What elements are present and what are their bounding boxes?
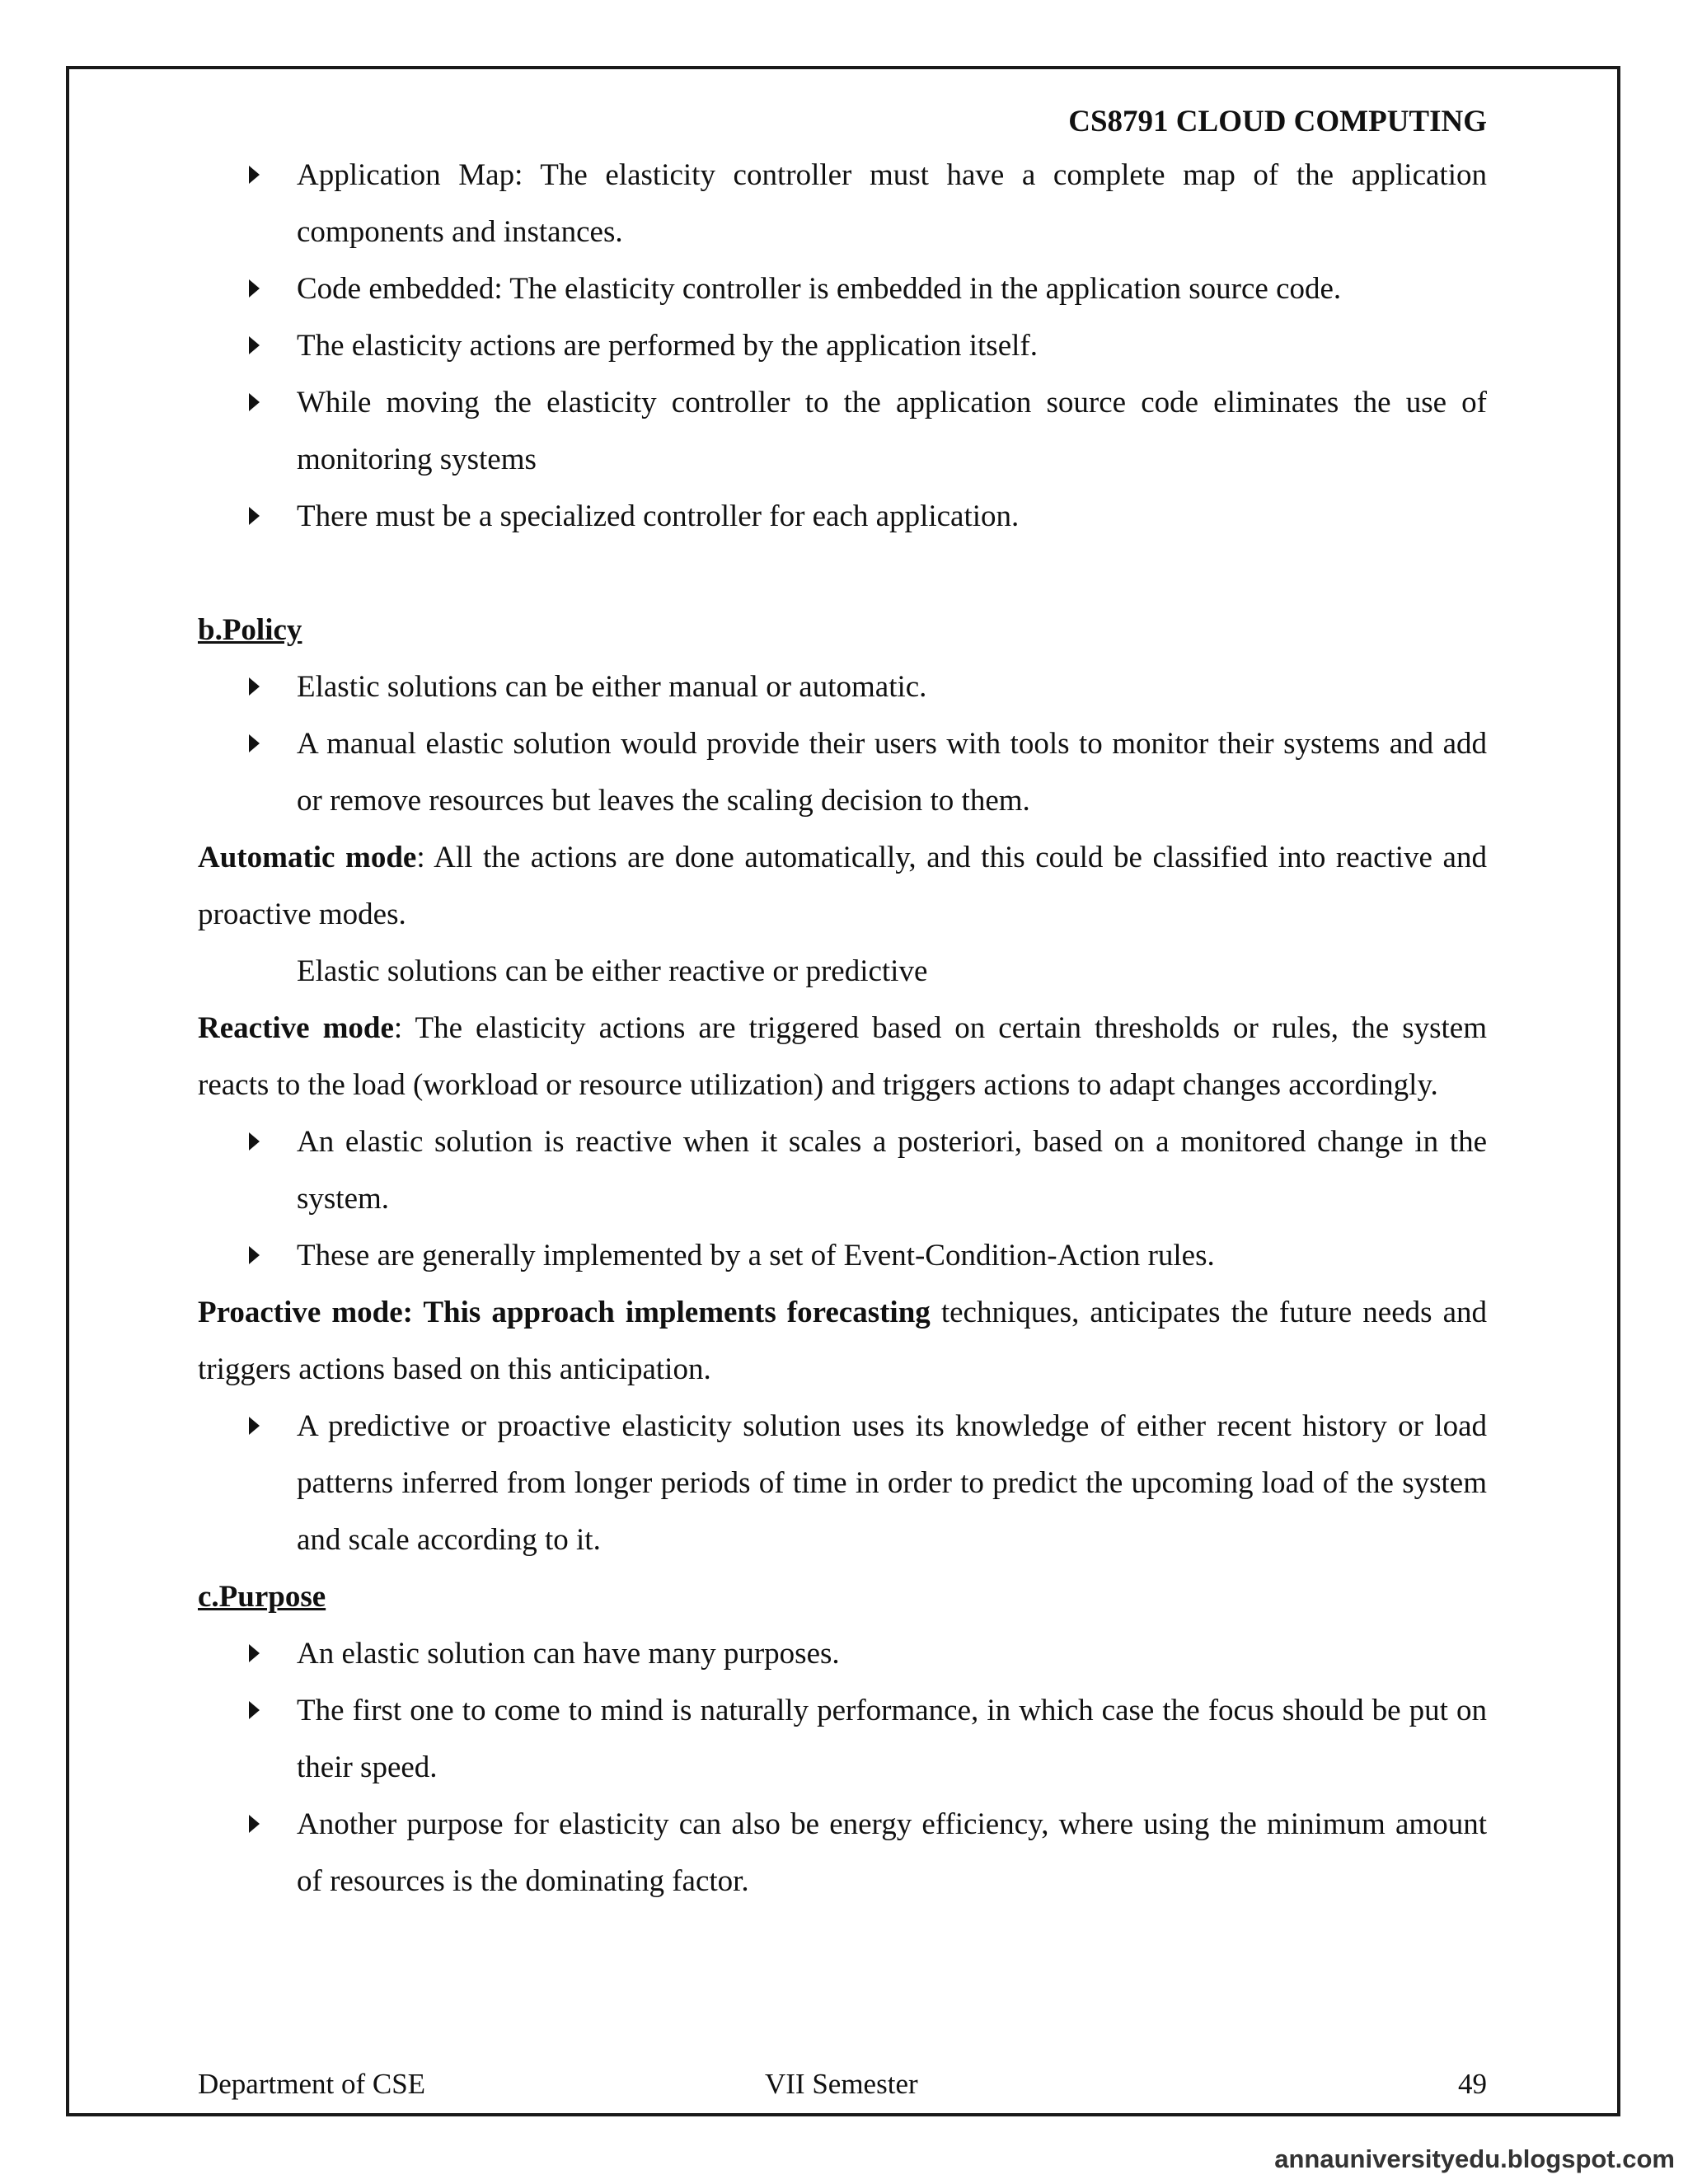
footer-semester: VII Semester [765, 2068, 918, 2100]
watermark-url: annauniversityedu.blogspot.com [1274, 2144, 1675, 2173]
triangle-bullet-icon [249, 1644, 260, 1662]
triangle-bullet-icon [249, 1815, 260, 1833]
reactive-mode-label: Reactive mode [198, 1011, 394, 1045]
triangle-bullet-icon [249, 507, 260, 525]
list-item: Another purpose for elasticity can also be energy efficiency, where using the minimum amount of resources is the dominating factor. [198, 1796, 1487, 1910]
list-item: A predictive or proactive elasticity solution uses its knowledge of either recent history or load patterns inferred from longer periods of time in order to predict the upcoming load of the system and scale according to it. [198, 1398, 1487, 1568]
triangle-bullet-icon [249, 677, 260, 696]
section-heading-purpose: c.Purpose [198, 1580, 326, 1614]
proactive-mode-paragraph: Proactive mode: This approach implements forecasting techniques, anticipates the future needs and triggers actions based on this anticipation. [198, 1296, 1487, 1386]
proactive-mode-label: Proactive mode: This approach implements forecasting [198, 1296, 931, 1329]
list-item: Application Map: The elasticity controller must have a complete map of the application components and instances. [198, 147, 1487, 260]
footer-department: Department of CSE [198, 2068, 426, 2100]
list-item: An elastic solution is reactive when it scales a posteriori, based on a monitored change in the system. [198, 1113, 1487, 1227]
blank-line [198, 545, 1487, 602]
triangle-bullet-icon [249, 279, 260, 298]
page-content [198, 97, 1487, 1910]
list-item: An elastic solution can have many purposes. [198, 1625, 1487, 1682]
reactive-mode-paragraph: Reactive mode: The elasticity actions are triggered based on certain thresholds or rules, the system reacts to the load (workload or resource utilization) and triggers actions to adapt changes accordingly. [198, 1011, 1487, 1102]
triangle-bullet-icon [249, 1701, 260, 1719]
list-item: Code embedded: The elasticity controller is embedded in the application source code. [198, 260, 1487, 317]
triangle-bullet-icon [249, 734, 260, 752]
list-item: While moving the elasticity controller to the application source code eliminates the use of monitoring systems [198, 374, 1487, 488]
automatic-mode-paragraph: Automatic mode: All the actions are done automatically, and this could be classified into reactive and proactive modes. [198, 841, 1487, 931]
list-item: The elasticity actions are performed by the application itself. [198, 317, 1487, 374]
list-item: A manual elastic solution would provide their users with tools to monitor their systems and add or remove resources but leaves the scaling decision to them. [198, 715, 1487, 829]
list-item: There must be a specialized controller for each application. [198, 488, 1487, 545]
list-item: These are generally implemented by a set of Event-Condition-Action rules. [198, 1227, 1487, 1284]
triangle-bullet-icon [249, 1132, 260, 1151]
automatic-mode-label: Automatic mode [198, 841, 417, 874]
page-number: 49 [1458, 2068, 1487, 2100]
page-header-title: CS8791 CLOUD COMPUTING [1068, 105, 1487, 138]
triangle-bullet-icon [249, 1417, 260, 1435]
page-footer [198, 2064, 1487, 2104]
list-item: Elastic solutions can be either manual or automatic. [198, 658, 1487, 715]
triangle-bullet-icon [249, 393, 260, 411]
reactive-or-predictive-line: Elastic solutions can be either reactive or predictive [297, 954, 928, 988]
triangle-bullet-icon [249, 1246, 260, 1264]
list-item: The first one to come to mind is naturally performance, in which case the focus should be put on their speed. [198, 1682, 1487, 1796]
triangle-bullet-icon [249, 336, 260, 354]
section-heading-policy: b.Policy [198, 613, 302, 647]
triangle-bullet-icon [249, 166, 260, 184]
